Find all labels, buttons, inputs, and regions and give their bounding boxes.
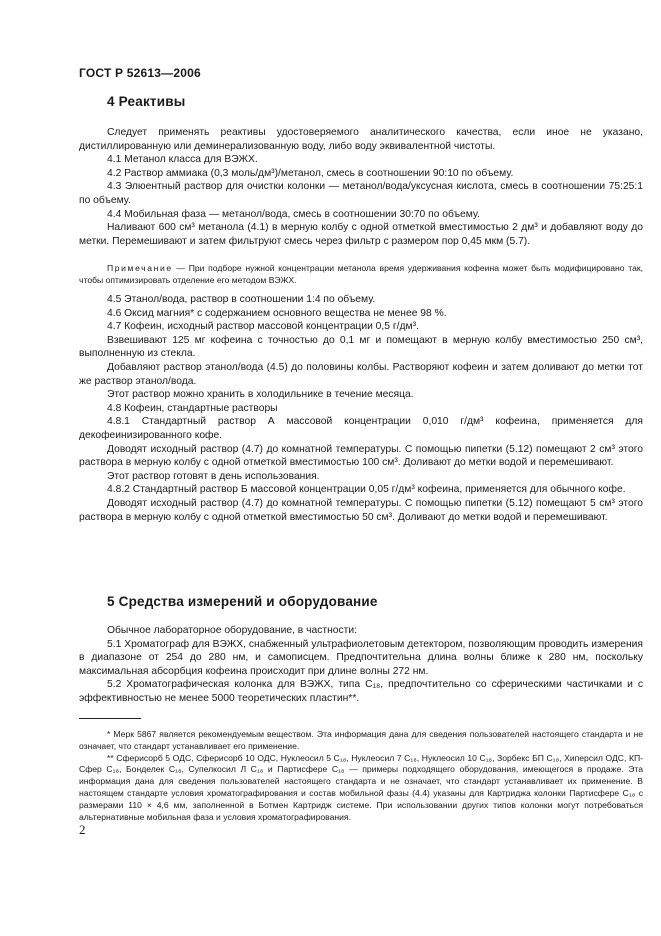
section-4-body [79, 126, 643, 248]
paragraph: 4.2 Раствор аммиака (0,3 моль/дм³)/метанол, смесь в соотношении 90:10 по объему. [107, 167, 514, 179]
footnote: ** Сферисорб 5 ОДС, Сферисорб 10 ОДС, Нуклеосил 5 С₁₈, Нуклеосил 7 С₁₈, Нуклеосил 10 С₁₈, Зорбекс БП С₁₈, Хиперсил ОДС, КП-Сфер С₁₈, Бонделек С₁₈, Супелкосил Л С₁₈ и Партисфере С₁₈ — примеры подходящего оборудования, имеющегося в продаже. Эта информация дана для сведения пользователей настоящего стандарта и не означает, что стандарт устанавливает их применение. В настоящем стандарте условия хроматографирования и состав мобильной фазы (4.4) указаны для Картриджа колонки Партисфере С₁₈ с размерами 110 × 4,6 мм, заполненной в Ботмен Картридж системе. При использовании других типов колонки могут потребоваться альтернативные мобильная фаза и условия хроматографирования. [79, 752, 643, 822]
paragraph: Наливают 600 см³ метанола (4.1) в мерную колбу с одной отметкой вместимостью 2 дм³ и добавляют воду до метки. Перемешивают и затем фильтруют смесь через фильтр с размером пор 0,45 мкм (5.7). [79, 222, 643, 247]
paragraph: 4.1 Метанол класса для ВЭЖХ. [107, 154, 258, 166]
note-text: — При подборе нужной концентрации метанола время удерживания кофеина может быть модифицировано так, чтобы оптимизировать отделение его методом ВЭЖХ. [79, 263, 643, 285]
section-4-heading: 4 Реактивы [107, 94, 186, 109]
paragraph: 4.8 Кофеин, стандартные растворы [107, 402, 278, 414]
paragraph: 4.8.1 Стандартный раствор А массовой концентрации 0,010 г/дм³ кофеина, применяется для декофеинизированного кофе. [79, 416, 643, 441]
paragraph: Следует применять реактивы удостоверяемого аналитического качества, если иное не указано, дистиллированную или деминерализованную воду, либо воду эквивалентной чистоты. [79, 127, 643, 152]
paragraph: 4.5 Этанол/вода, раствор в соотношении 1:4 по объему. [107, 294, 376, 305]
paragraph: 5.1 Хроматограф для ВЭЖХ, снабженный ультрафиолетовым детектором, позволяющим проводить измерения в диапазоне от 254 до 280 нм, и самописцем. Предпочтительна длина волны ближе к 280 нм, поскольку максимальная абсорбция кофеина происходит при длине волны 272 нм. [79, 638, 643, 677]
paragraph: Этот раствор готовят в день использования. [107, 470, 320, 482]
document-header: ГОСТ Р 52613—2006 [79, 66, 201, 80]
note [79, 263, 643, 287]
paragraph: Этот раствор можно хранить в холодильнике в течение месяца. [107, 389, 414, 401]
paragraph: 4.7 Кофеин, исходный раствор массовой концентрации 0,5 г/дм³. [107, 321, 419, 333]
footnote: * Мерк 5867 является рекомендуемым веществом. Эта информация дана для сведения пользователей настоящего стандарта и не означает, что стандарт устанавливает его применение. [79, 729, 643, 751]
section-5-body [79, 624, 643, 706]
paragraph: Обычное лабораторное оборудование, в частности: [107, 625, 357, 636]
paragraph: Доводят исходный раствор (4.7) до комнатной температуры. С помощью пипетки (5.12) помещают 5 см³ этого раствора в мерную колбу с одной отметкой вместимостью 50 см³. Доливают до метки водой и перемешивают. [79, 497, 643, 523]
footnote-divider [79, 718, 141, 719]
paragraph: 4.3 Элюентный раствор для очистки колонки — метанол/вода/уксусная кислота, смесь в соотношении 75:25:1 по объему. [79, 181, 643, 206]
paragraph: Доводят исходный раствор (4.7) до комнатной температуры. С помощью пипетки (5.12) помещают 2 см³ этого раствора в мерную колбу с одной отметкой вместимостью 100 см³. Доливают до метки водой и перемешивают. [79, 443, 643, 469]
paragraph: 4.8.2 Стандартный раствор Б массовой концентрации 0,05 г/дм³ кофеина, применяется для обычного кофе. [107, 484, 626, 496]
section-4-body-continued [79, 293, 643, 524]
paragraph: Добавляют раствор этанол/вода (4.5) до половины колбы. Растворяют кофеин и затем доливают до метки тот же раствор этанол/вода. [79, 361, 643, 387]
paragraph: Взвешивают 125 мг кофеина с точностью до 0,1 мг и помещают в мерную колбу вместимостью 250 см³, выполненную из стекла. [79, 334, 643, 360]
paragraph: 5.2 Хроматографическая колонка для ВЭЖХ, типа С₁₈, предпочтительно со сферическими частичками и с эффективностью не менее 5000 теоретических пластин**. [79, 679, 643, 704]
page-number: 2 [79, 822, 86, 837]
section-5-heading: 5 Средства измерений и оборудование [107, 594, 378, 609]
paragraph: 4.6 Оксид магния* с содержанием основного вещества не менее 98 %. [107, 307, 447, 319]
note-label: Примечание [107, 263, 173, 273]
footnotes [79, 729, 643, 823]
paragraph: 4.4 Мобильная фаза — метанол/вода, смесь в соотношении 30:70 по объему. [107, 208, 480, 220]
